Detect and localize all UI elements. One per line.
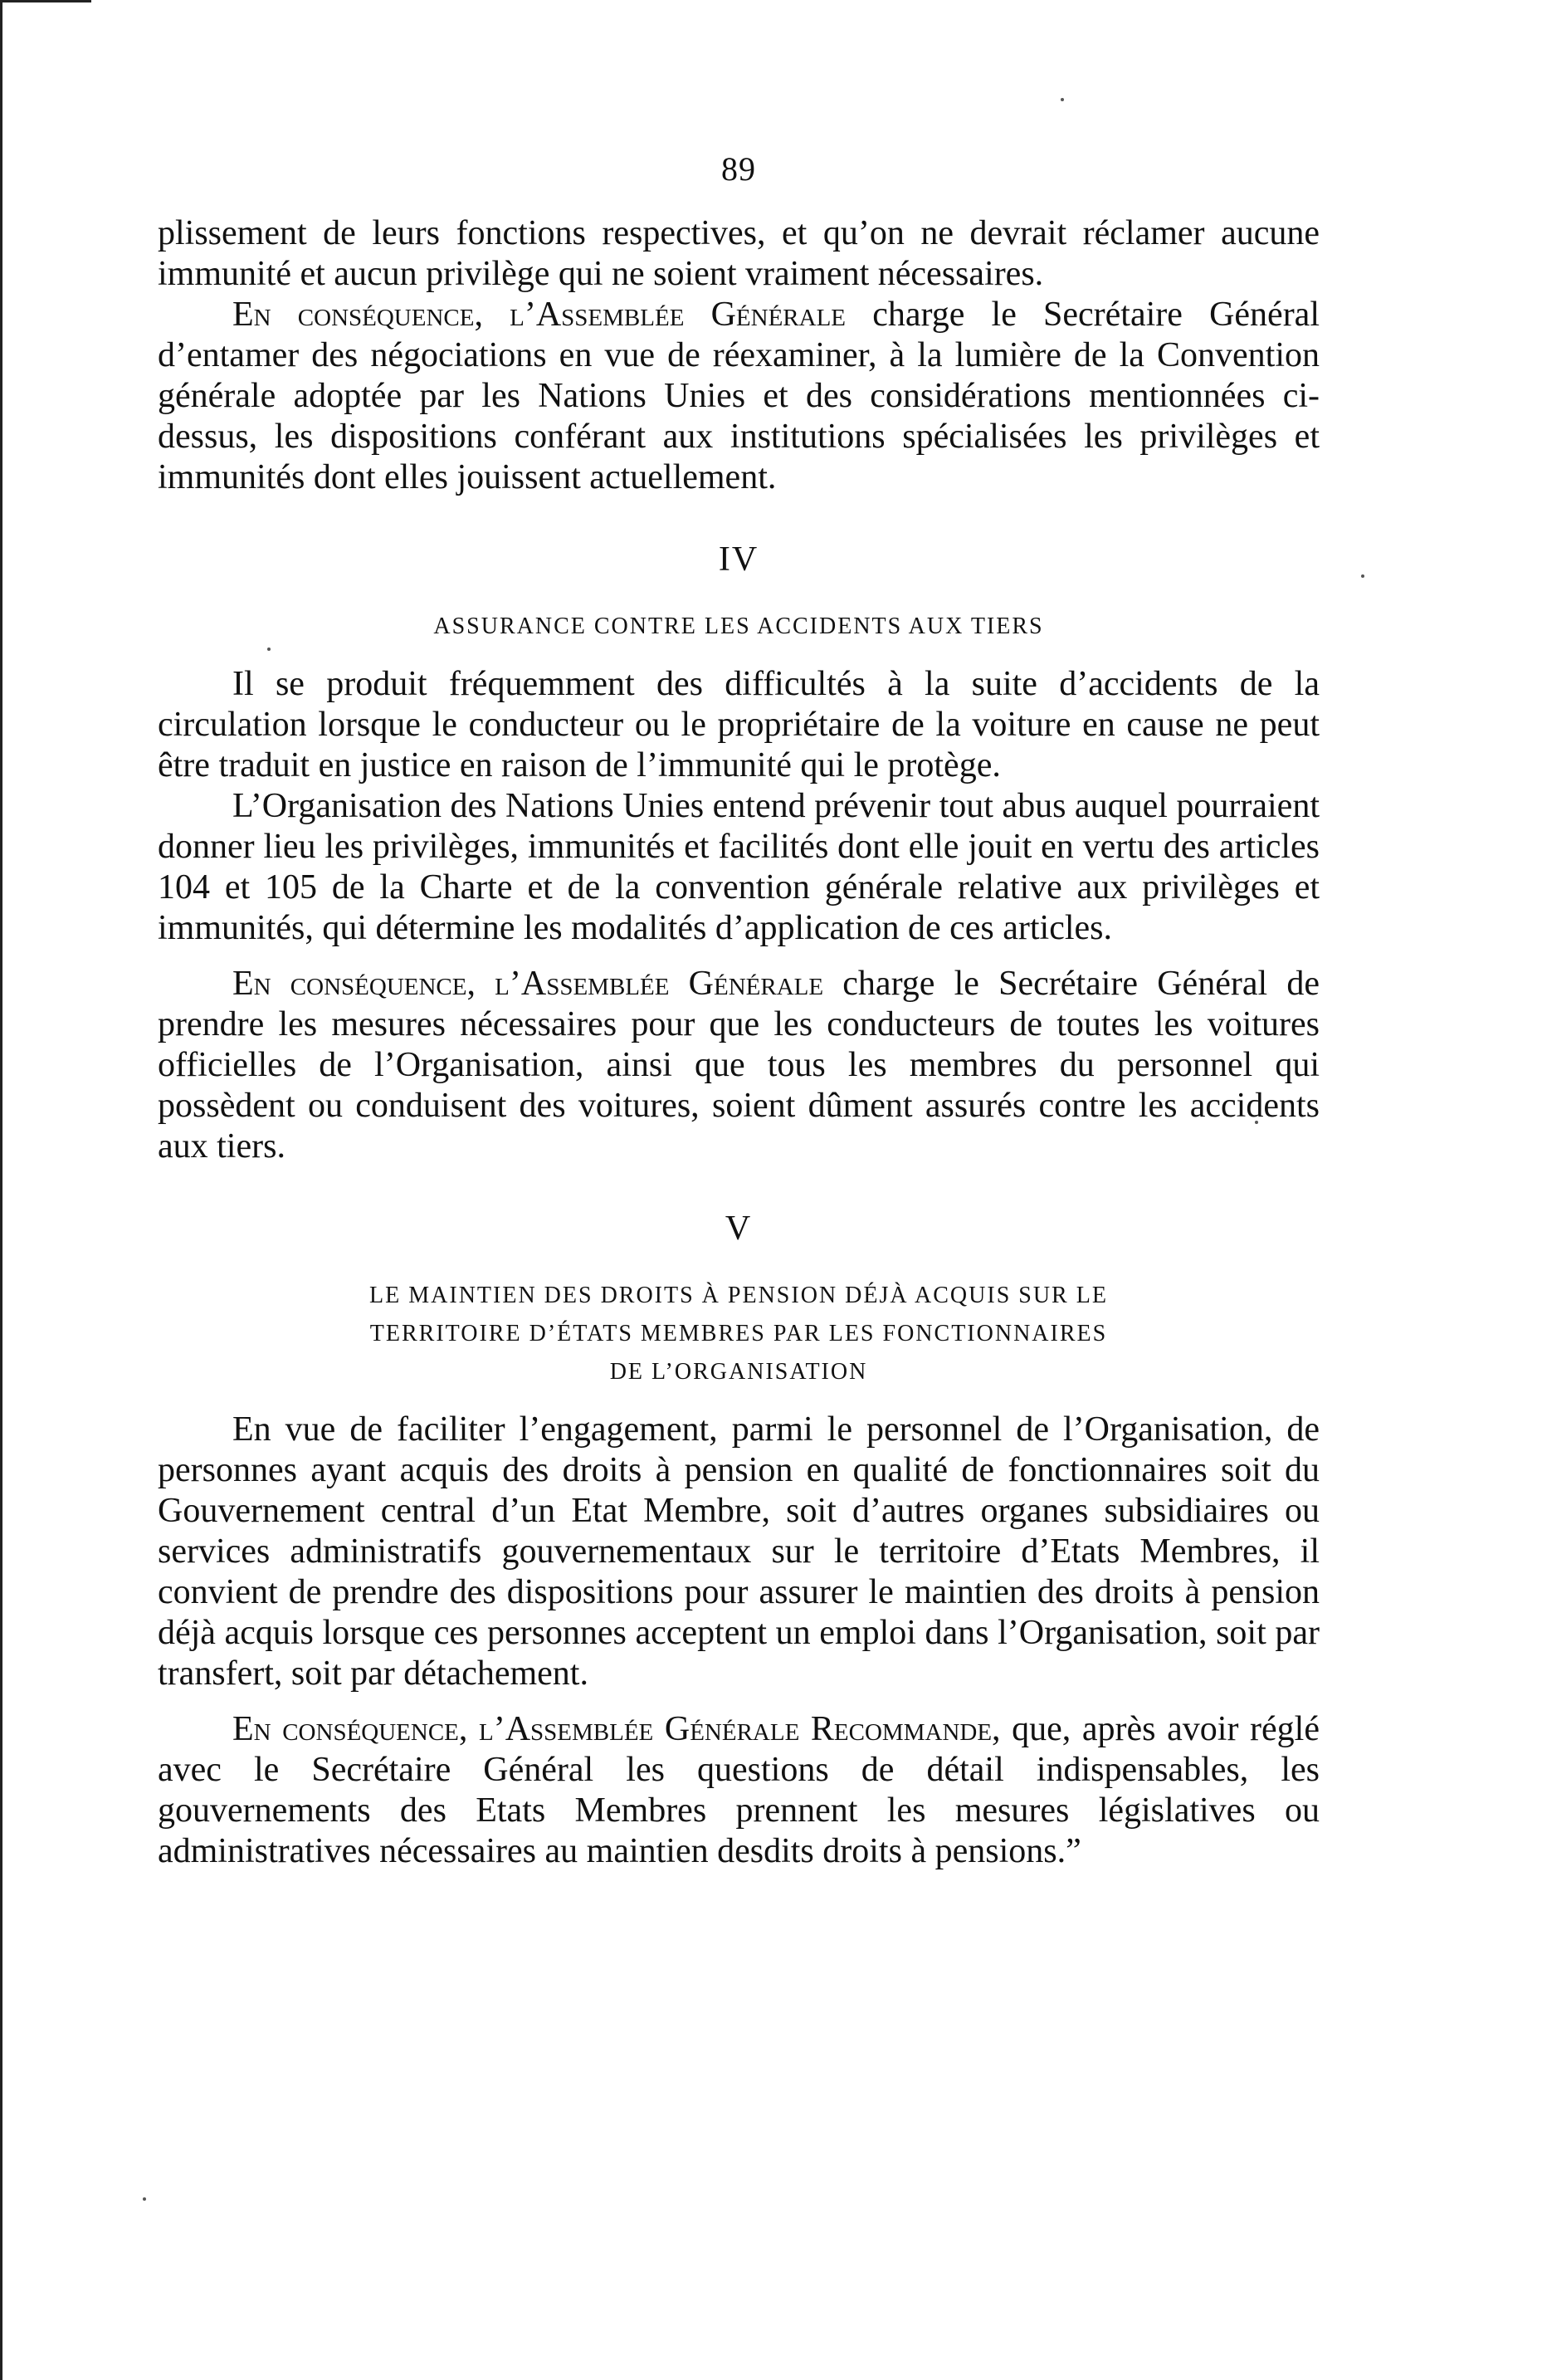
document-page — [158, 133, 1320, 1872]
section-iv-paragraph-1: Il se produit fréquemment des difficultés à la suite d’accidents de la circulation lorsque le conducteur ou le propriétaire de la voiture en cause ne peut être traduit en justice en raison de l’immunité qui le protège. — [158, 665, 1320, 784]
section-heading-v-line-2: TERRITOIRE D’ÉTATS MEMBRES PAR LES FONCTIONNAIRES — [369, 1321, 1108, 1346]
section-iv-resolution — [158, 964, 1320, 1167]
section-v-paragraph-1: En vue de faciliter l’engagement, parmi le personnel de l’Organisation, de personnes ayant acquis des droits à pension en qualité de fonctionnaires soit du Gouvernement central d’un Etat Membre, soit d’autres organes subsidiaires ou services administratifs gouvernementaux sur le territoire d’Etats Membres, il convient de prendre des dispositions pour assurer le maintien des droits à pension déjà acquis lorsque ces personnes acceptent un emploi dans l’Organisation, soit par transfert, soit par détachement. — [158, 1410, 1320, 1693]
resolution-lead-words: En conséquence, l’Assemblée Générale — [232, 296, 847, 334]
resolution-lead-words: En conséquence, l’Assemblée Générale Recommande, — [232, 1710, 1001, 1748]
scan-speck — [1061, 98, 1064, 101]
scan-top-edge — [0, 0, 91, 2]
scan-speck — [143, 2197, 146, 2201]
section-numeral-iv: IV — [718, 540, 759, 579]
page-number: 89 — [721, 150, 756, 188]
section-heading-v-line-3: DE L’ORGANISATION — [609, 1359, 868, 1385]
intro-paragraph: plissement de leurs fonctions respectives, et qu’on ne devrait réclamer aucune immunité et aucun privilège qui ne soient vraiment nécessaires. — [158, 214, 1320, 293]
section-heading-v-line-1: LE MAINTIEN DES DROITS À PENSION DÉJÀ ACQUIS SUR LE — [369, 1283, 1108, 1308]
section-iv-paragraph-2: L’Organisation des Nations Unies entend prévenir tout abus auquel pourraient donner lieu les privilèges, immunités et facilités dont elle jouit en vertu des articles 104 et 105 de la Charte et de la convention générale relative aux privilèges et immunités, qui détermine les modalités d’application de ces articles. — [158, 787, 1320, 947]
section-heading-iv: ASSURANCE CONTRE LES ACCIDENTS AUX TIERS — [433, 613, 1044, 639]
resolution-lead-words: En conséquence, l’Assemblée Générale — [232, 965, 824, 1003]
section-v-resolution — [158, 1709, 1320, 1872]
section-numeral-v: V — [725, 1210, 753, 1248]
resolution-text: que, après avoir réglé avec le Secrétaire Général les questions de détail indispensables, les gouvernements des Etats Membres prennent les mesures législatives ou administratives nécessaires au maintien desdits droits à pensions.” — [158, 1710, 1320, 1870]
resolution-paragraph-3 — [158, 295, 1320, 498]
scan-left-edge — [0, 0, 2, 2380]
scan-speck — [1361, 574, 1364, 578]
resolution-text: charge le Secrétaire Général d’entamer des négociations en vue de réexaminer, à la lumière de la Convention générale adoptée par les Nations Unies et des considérations mentionnées ci-dessus, les dispositions conférant aux institutions spécialisées les privilèges et immunités dont elles jouissent actuellement. — [158, 296, 1320, 496]
section-heading-v — [158, 1277, 1320, 1391]
resolution-text: charge le Secrétaire Général de prendre les mesures nécessaires pour que les conducteurs de toutes les voitures officielles de l’Organisation, ainsi que tous les membres du personnel qui possèdent ou conduisent des voitures, soient dûment assurés contre les accidents aux tiers. — [158, 965, 1320, 1166]
